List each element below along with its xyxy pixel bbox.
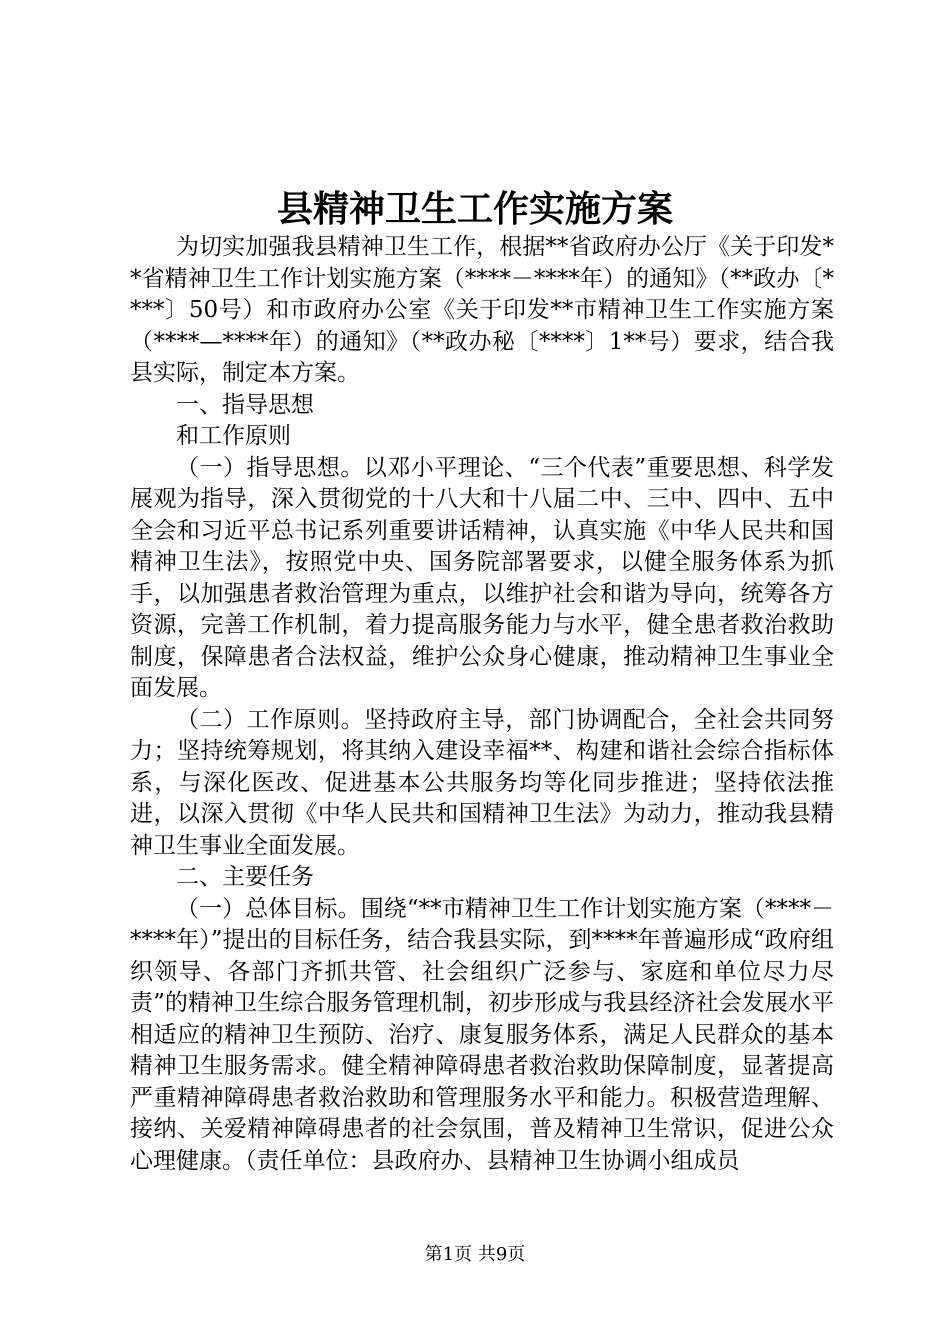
document-body — [130, 232, 834, 1177]
document-title: 县精神卫生工作实施方案 — [276, 188, 673, 230]
body-paragraph: （一）指导思想。以邓小平理论、“三个代表”重要思想、科学发展观为指导，深入贯彻党的十八大和十八届二中、三中、四中、五中全会和习近平总书记系列重要讲话精神，认真实施《中华人民共和国精神卫生法》，按照党中央、国务院部署要求，以健全服务体系为抓手，以加强患者救治管理为重点，以维护社会和谐为导向，统筹各方资源，完善工作机制，着力提高服务能力与水平，健全患者救治救助制度，保障患者合法权益，维护公众身心健康，推动精神卫生事业全面发展。 — [130, 454, 834, 701]
body-paragraph: （二）工作原则。坚持政府主导，部门协调配合，全社会共同努力；坚持统筹规划，将其纳入建设幸福**、构建和谐社会综合指标体系，与深化医改、促进基本公共服务均等化同步推进；坚持依法推进，以深入贯彻《中华人民共和国精神卫生法》为动力，推动我县精神卫生事业全面发展。 — [130, 706, 834, 859]
body-paragraph: 为切实加强我县精神卫生工作，根据**省政府办公厅《关于印发**省精神卫生工作计划实施方案（****－****年）的通知》（**政办〔****〕50号）和市政府办公室《关于印发**市精神卫生工作实施方案（****—****年）的通知》（**政办秘〔****〕1**号）要求，结合我县实际，制定本方案。 — [130, 234, 834, 386]
section-heading: 一、指导思想 — [176, 391, 314, 418]
page-number-footer: 第1页 共9页 — [424, 1244, 526, 1265]
section-heading: 和工作原则 — [176, 423, 291, 449]
section-heading: 二、主要任务 — [176, 864, 314, 890]
body-paragraph: （一）总体目标。围绕“**市精神卫生工作计划实施方案（****－****年）”提出的目标任务，结合我县实际，到****年普遍形成“政府组织领导、各部门齐抓共管、社会组织广泛参与、家庭和单位尽力尽责”的精神卫生综合服务管理机制，初步形成与我县经济社会发展水平相适应的精神卫生预防、治疗、康复服务体系，满足人民群众的基本精神卫生服务需求。健全精神障碍患者救治救助保障制度，显著提高严重精神障碍患者救治救助和管理服务水平和能力。积极营造理解、接纳、关爱精神障碍患者的社会氛围，普及精神卫生常识，促进公众心理健康。（责任单位：县政府办、县精神卫生协调小组成员 — [130, 895, 834, 1174]
